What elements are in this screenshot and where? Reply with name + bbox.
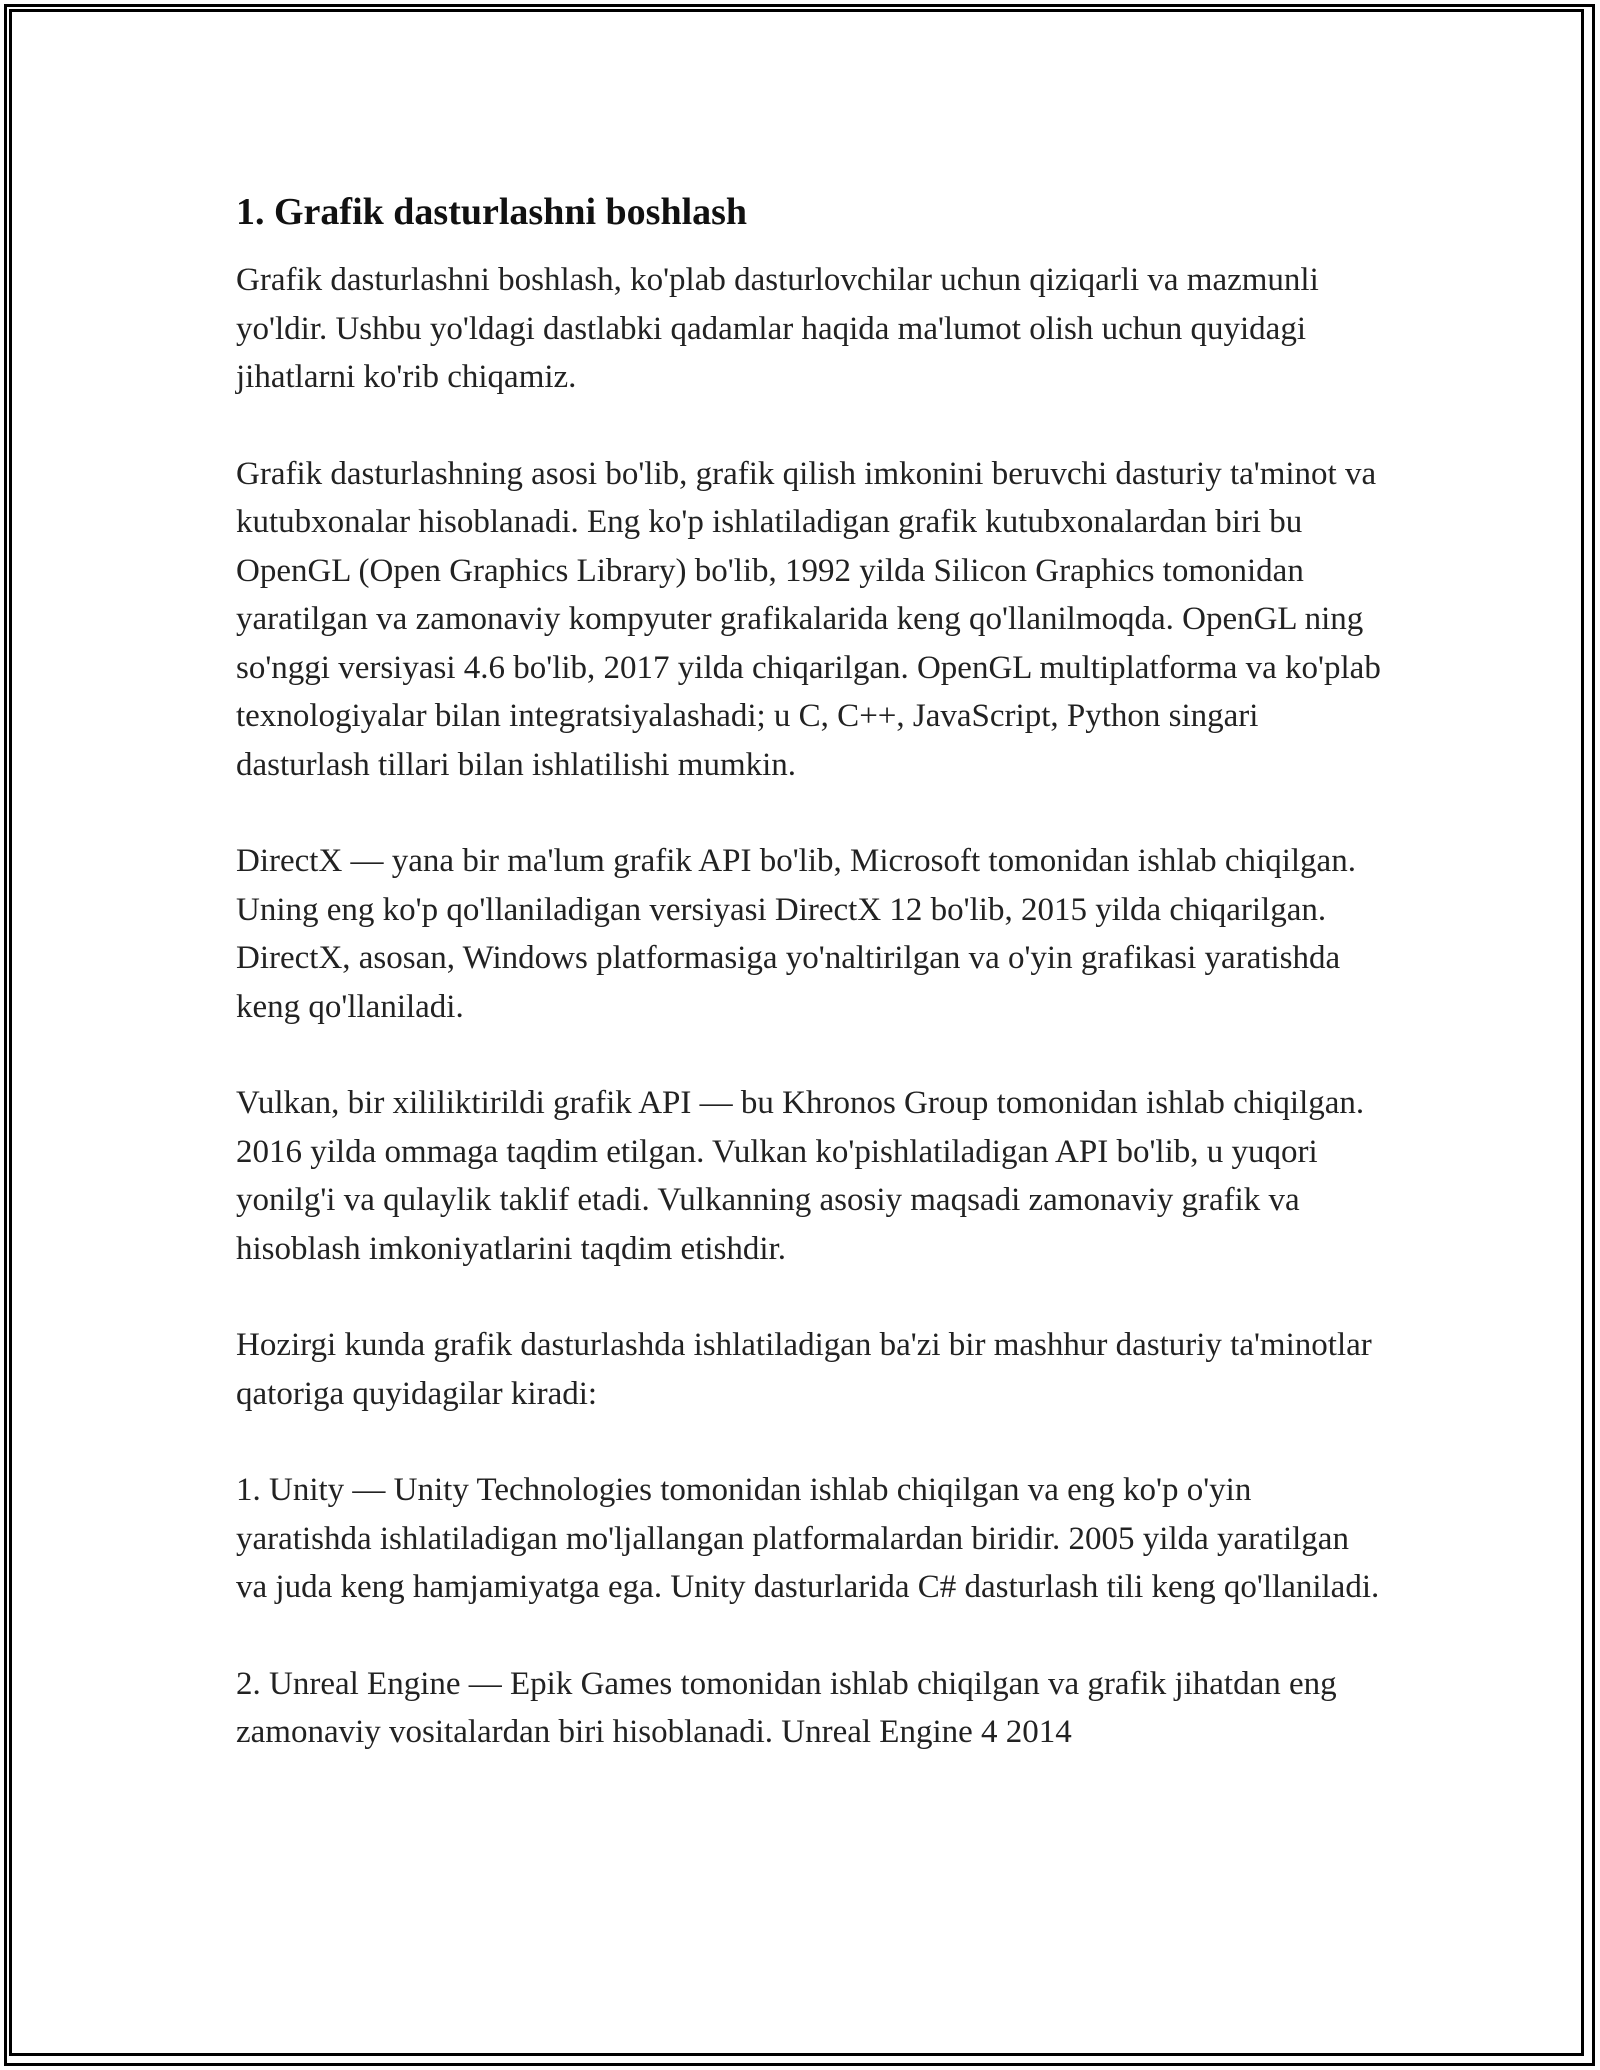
list-item-unreal-engine: 2. Unreal Engine — Epik Games tomonidan ishlab chiqilgan va grafik jihatdan eng zamonaviy vositalardan biri hisoblanadi. Unreal Engine 4 2014 <box>236 1665 1337 1750</box>
paragraph-intro: Grafik dasturlashni boshlash, ko'plab dasturlovchilar uchun qiziqarli va mazmunli yo'ldir. Ushbu yo'ldagi dastlabki qadamlar haqida ma'lumot olish uchun quyidagi jihatlarni ko'rib chiqamiz. <box>236 262 1319 395</box>
paragraph-opengl: Grafik dasturlashning asosi bo'lib, grafik qilish imkonini beruvchi dasturiy ta'minot va kutubxonalar hisoblanadi. Eng ko'p ishlatiladigan grafik kutubxonalardan biri bu OpenGL (Open Graphics Library) bo'lib, 1992 yilda Silicon Graphics tomonidan yaratilgan va zamonaviy kompyuter grafikalarida keng qo'llanilmoqda. OpenGL ning so'nggi versiyasi 4.6 bo'lib, 2017 yilda chiqarilgan. OpenGL multiplatforma va ko'plab texnologiyalar bilan integratsiyalashadi; u C, C++, JavaScript, Python singari dasturlash tillari bilan ishlatilishi mumkin. <box>236 455 1381 783</box>
section-heading: 1. Grafik dasturlashni boshlash <box>236 191 748 233</box>
paragraph-software-intro: Hozirgi kunda grafik dasturlashda ishlatiladigan ba'zi bir mashhur dasturiy ta'minotlar qatoriga quyidagilar kiradi: <box>236 1327 1372 1412</box>
list-item-unity: 1. Unity — Unity Technologies tomonidan ishlab chiqilgan va eng ko'p o'yin yaratishda ishlatiladigan mo'ljallangan platformalardan biridir. 2005 yilda yaratilgan va juda keng hamjamiyatga ega. Unity dasturlarida C# dasturlash tili keng qo'llaniladi. <box>236 1472 1380 1605</box>
paragraph-directx: DirectX — yana bir ma'lum grafik API bo'lib, Microsoft tomonidan ishlab chiqilgan. Uning eng ko'p qo'llaniladigan versiyasi DirectX 12 bo'lib, 2015 yilda chiqarilgan. DirectX, asosan, Windows platformasiga yo'naltirilgan va o'yin grafikasi yaratishda keng qo'llaniladi. <box>236 843 1356 1025</box>
document-body <box>236 186 1384 1805</box>
paragraph-vulkan: Vulkan, bir xililiktirildi grafik API — bu Khronos Group tomonidan ishlab chiqilgan. 2016 yilda ommaga taqdim etilgan. Vulkan ko'pishlatiladigan API bo'lib, u yuqori yonilg'i va qulaylik taklif etadi. Vulkanning asosiy maqsadi zamonaviy grafik va hisoblash imkoniyatlarini taqdim etishdir. <box>236 1085 1365 1267</box>
